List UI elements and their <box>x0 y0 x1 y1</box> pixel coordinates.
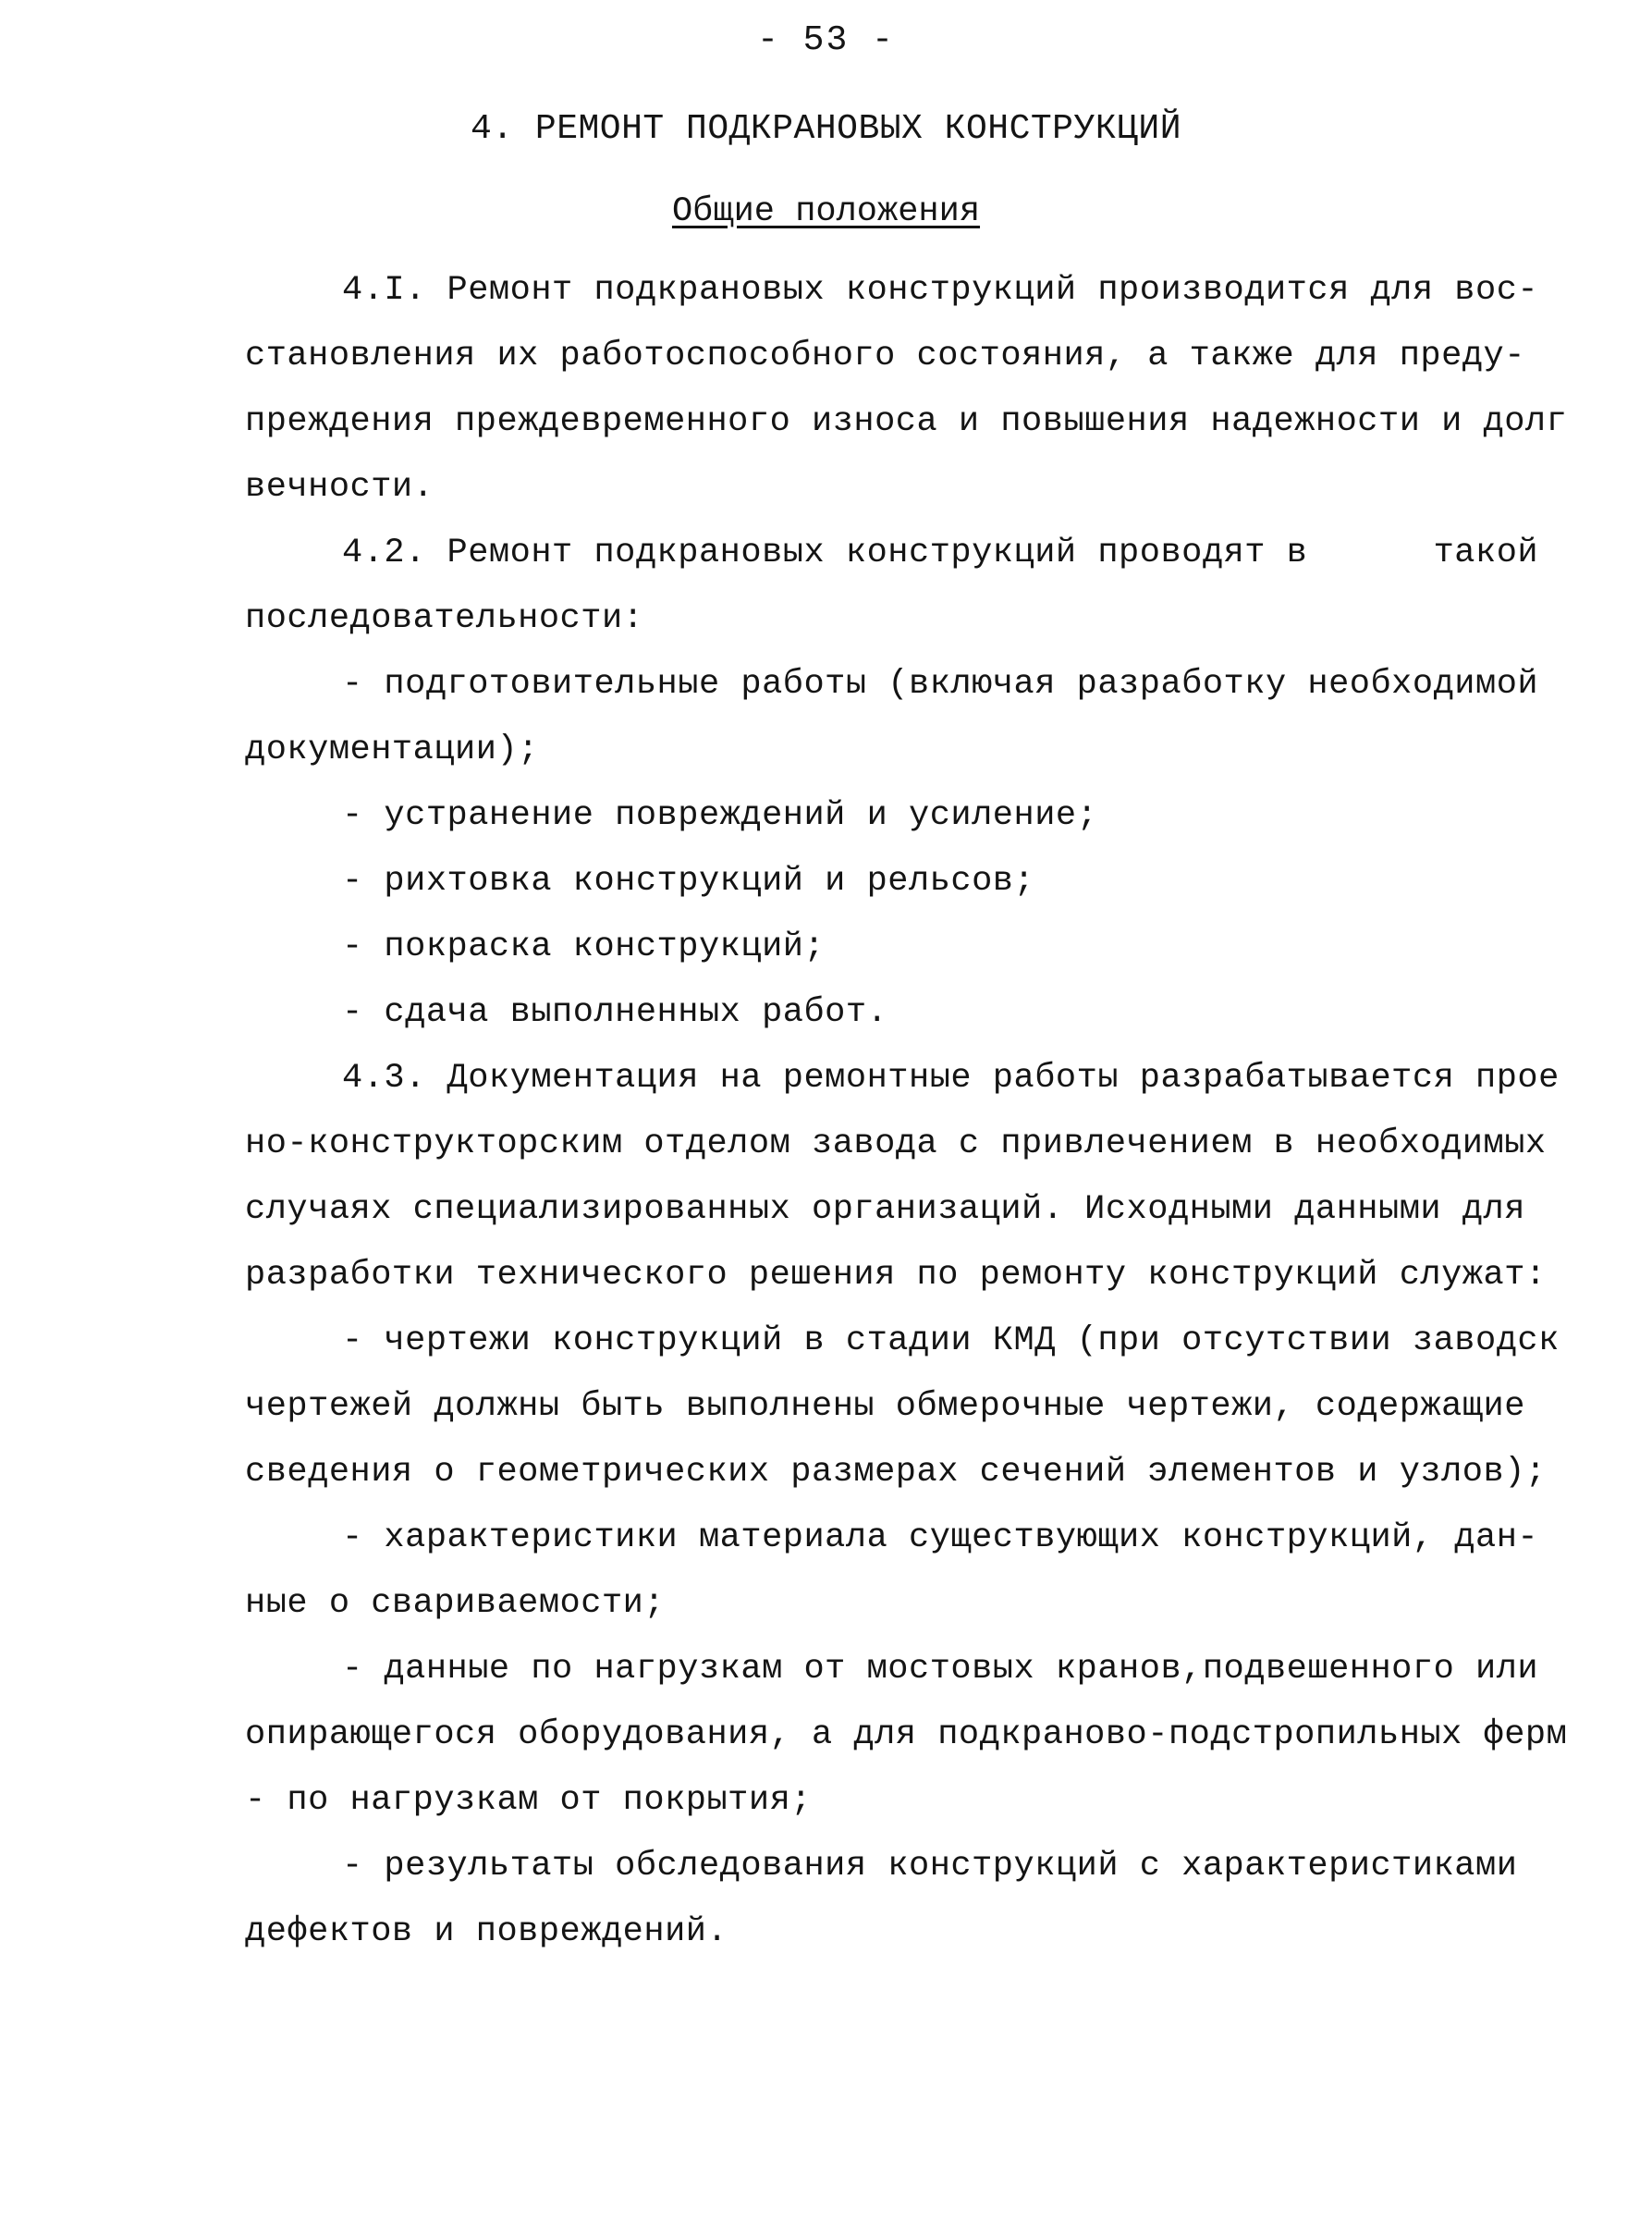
paragraph-4-1-line-3: преждения преждевременного износа и повышения надежности и долг <box>245 402 1568 441</box>
paragraph-4-3-line-4: разработки технического решения по ремонту конструкций служат: <box>245 1256 1547 1295</box>
section-subtitle: Общие положения <box>671 192 981 231</box>
list-item-loads-line-2: опирающегося оборудования, а для подкраново-подстропильных ферм <box>245 1715 1568 1754</box>
paragraph-4-1-line-4: вечности. <box>245 468 434 507</box>
paragraph-4-2-line-2: последовательности: <box>245 599 644 638</box>
list-item-material-line-1: - характеристики материала существующих конструкций, дан- <box>342 1518 1539 1557</box>
list-item-drawings-line-3: сведения о геометрических размерах сечений элементов и узлов); <box>245 1453 1547 1492</box>
paragraph-4-2-line-1: 4.2. Ремонт подкрановых конструкций проводят в такой <box>342 534 1539 572</box>
paragraph-4-3-line-1: 4.3. Документация на ремонтные работы разрабатывается прое <box>342 1059 1560 1098</box>
section-title: 4. РЕМОНТ ПОДКРАНОВЫХ КОНСТРУКЦИЙ <box>470 109 1182 149</box>
paragraph-4-1-line-1: 4.I. Ремонт подкрановых конструкций производится для вос- <box>342 271 1539 310</box>
list-item-survey-line-1: - результаты обследования конструкций с характеристиками <box>342 1847 1518 1886</box>
list-item-material-line-2: ные о свариваемости; <box>245 1584 666 1623</box>
paragraph-4-1-line-2: становления их работоспособного состояния, а также для преду- <box>245 337 1525 375</box>
list-item-prep-line-1: - подготовительные работы (включая разработку необходимой <box>342 665 1539 704</box>
list-item-straightening: - рихтовка конструкций и рельсов; <box>342 862 1035 901</box>
list-item-prep-line-2: документации); <box>245 731 539 769</box>
list-item-handover: - сдача выполненных работ. <box>342 993 888 1032</box>
list-item-painting: - покраска конструкций; <box>342 928 826 966</box>
list-item-survey-line-2: дефектов и повреждений. <box>245 1912 728 1951</box>
list-item-loads-line-1: - данные по нагрузкам от мостовых кранов,подвешенного или <box>342 1650 1539 1689</box>
list-item-drawings-line-2: чертежей должны быть выполнены обмерочные чертежи, содержащие <box>245 1387 1525 1426</box>
list-item-drawings-line-1: - чертежи конструкций в стадии КМД (при отсутствии заводск <box>342 1321 1560 1360</box>
page-number: - 53 - <box>757 20 895 60</box>
paragraph-4-3-line-2: но-конструкторским отделом завода с привлечением в необходимых <box>245 1124 1547 1163</box>
list-item-repair: - устранение повреждений и усиление; <box>342 796 1098 835</box>
list-item-loads-line-3: - по нагрузкам от покрытия; <box>245 1781 812 1820</box>
paragraph-4-3-line-3: случаях специализированных организаций. Исходными данными для <box>245 1190 1525 1229</box>
